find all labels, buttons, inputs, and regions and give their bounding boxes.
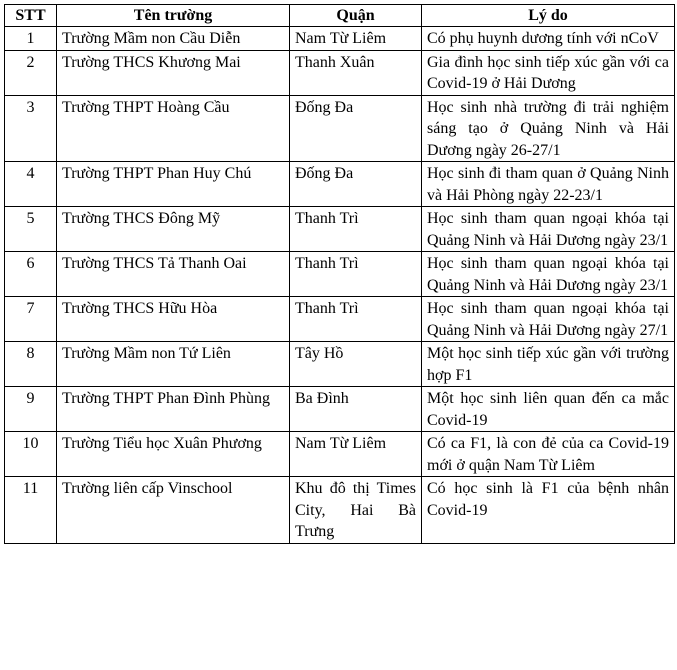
school-closure-table [4,4,675,544]
table-row [5,27,675,51]
cell-reason: Học sinh đi tham quan ở Quảng Ninh và Hải Phòng ngày 22-23/1 [422,162,675,207]
cell-reason: Có học sinh là F1 của bệnh nhân Covid-19 [422,477,675,544]
header-reason: Lý do [422,5,675,27]
table-row [5,342,675,387]
cell-school: Trường Tiểu học Xuân Phương [57,432,290,477]
cell-stt: 3 [5,95,57,162]
table-row [5,207,675,252]
cell-district: Đống Đa [290,95,422,162]
cell-stt: 1 [5,27,57,51]
table-header-row [5,5,675,27]
cell-stt: 11 [5,477,57,544]
cell-stt: 6 [5,252,57,297]
cell-reason: Học sinh tham quan ngoại khóa tại Quảng Ninh và Hải Dương ngày 23/1 [422,207,675,252]
table-row [5,95,675,162]
cell-stt: 5 [5,207,57,252]
cell-district: Thanh Trì [290,252,422,297]
table-row [5,162,675,207]
cell-stt: 4 [5,162,57,207]
cell-stt: 7 [5,297,57,342]
cell-stt: 10 [5,432,57,477]
cell-school: Trường THCS Tả Thanh Oai [57,252,290,297]
cell-stt: 2 [5,50,57,95]
cell-school: Trường THPT Hoàng Cầu [57,95,290,162]
header-school-name: Tên trường [57,5,290,27]
cell-school: Trường Mầm non Cầu Diễn [57,27,290,51]
table-row [5,50,675,95]
cell-reason: Có phụ huynh dương tính với nCoV [422,27,675,51]
cell-district: Thanh Trì [290,207,422,252]
table-row [5,297,675,342]
cell-reason: Một học sinh tiếp xúc gần với trường hợp F1 [422,342,675,387]
table-row [5,252,675,297]
cell-school: Trường THCS Đông Mỹ [57,207,290,252]
cell-district: Nam Từ Liêm [290,27,422,51]
cell-school: Trường THPT Phan Đình Phùng [57,387,290,432]
header-district: Quận [290,5,422,27]
table-row [5,387,675,432]
cell-reason: Học sinh tham quan ngoại khóa tại Quảng Ninh và Hải Dương ngày 27/1 [422,297,675,342]
cell-district: Thanh Xuân [290,50,422,95]
cell-reason: Học sinh nhà trường đi trải nghiệm sáng tạo ở Quảng Ninh và Hải Dương ngày 26-27/1 [422,95,675,162]
cell-school: Trường THCS Khương Mai [57,50,290,95]
cell-school: Trường Mầm non Tứ Liên [57,342,290,387]
cell-reason: Có ca F1, là con đẻ của ca Covid-19 mới ở quận Nam Từ Liêm [422,432,675,477]
header-stt: STT [5,5,57,27]
cell-stt: 8 [5,342,57,387]
cell-stt: 9 [5,387,57,432]
cell-district: Đống Đa [290,162,422,207]
table-row [5,432,675,477]
cell-reason: Một học sinh liên quan đến ca mắc Covid-19 [422,387,675,432]
cell-district: Nam Từ Liêm [290,432,422,477]
cell-reason: Học sinh tham quan ngoại khóa tại Quảng Ninh và Hải Dương ngày 23/1 [422,252,675,297]
cell-district: Ba Đình [290,387,422,432]
cell-reason: Gia đình học sinh tiếp xúc gần với ca Covid-19 ở Hải Dương [422,50,675,95]
cell-district: Tây Hồ [290,342,422,387]
cell-district: Khu đô thị Times City, Hai Bà Trưng [290,477,422,544]
cell-school: Trường liên cấp Vinschool [57,477,290,544]
cell-school: Trường THCS Hữu Hòa [57,297,290,342]
cell-district: Thanh Trì [290,297,422,342]
cell-school: Trường THPT Phan Huy Chú [57,162,290,207]
table-row [5,477,675,544]
